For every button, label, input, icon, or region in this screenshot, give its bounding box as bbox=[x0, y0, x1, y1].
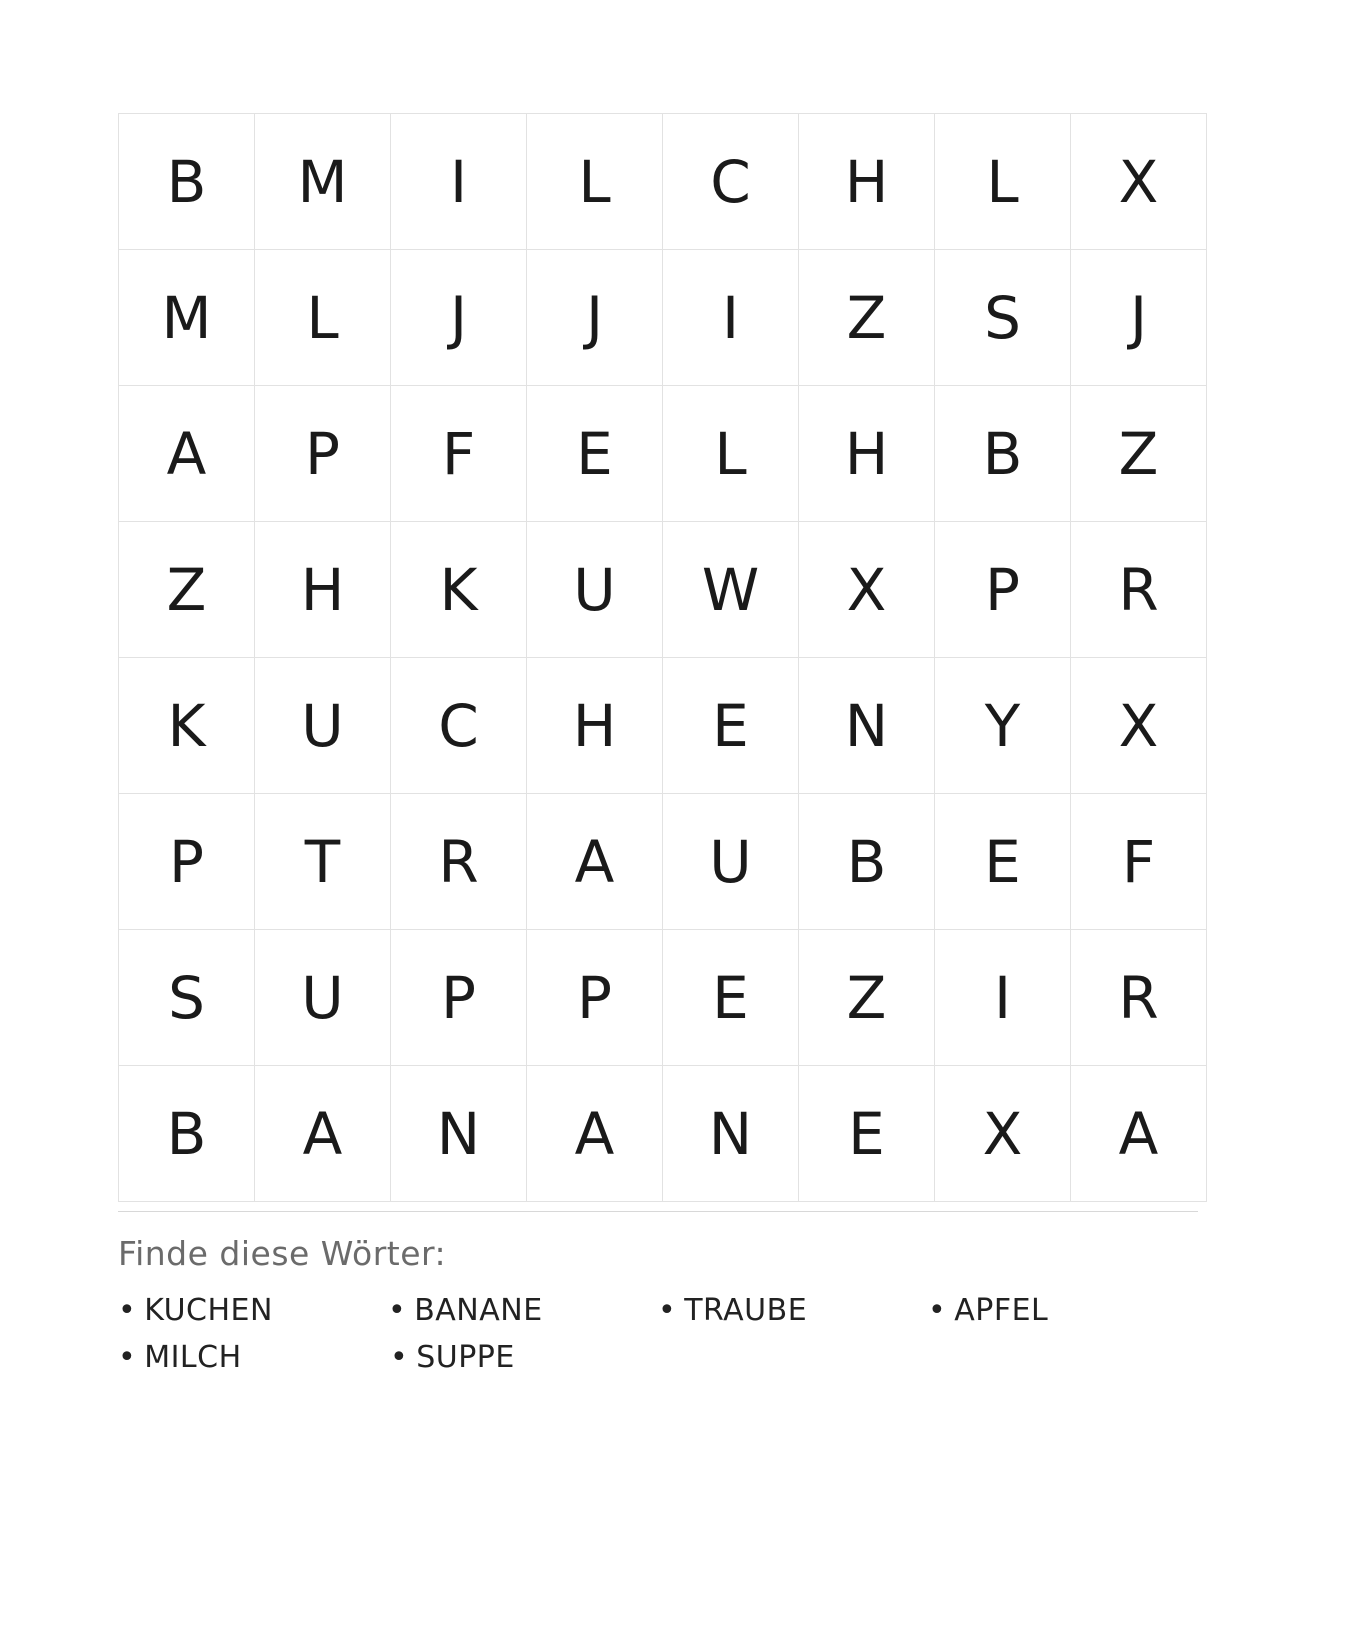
grid-cell[interactable]: M bbox=[255, 114, 391, 250]
grid-cell[interactable]: L bbox=[527, 114, 663, 250]
grid-cell[interactable]: F bbox=[391, 386, 527, 522]
grid-cell[interactable]: S bbox=[119, 930, 255, 1066]
word-list-item[interactable] bbox=[388, 1293, 658, 1328]
word-label: SUPPE bbox=[416, 1340, 515, 1375]
grid-cell[interactable]: A bbox=[255, 1066, 391, 1202]
grid-cell[interactable]: E bbox=[799, 1066, 935, 1202]
grid-row bbox=[119, 522, 1207, 658]
grid-cell[interactable]: H bbox=[799, 114, 935, 250]
word-label: BANANE bbox=[414, 1293, 543, 1328]
grid-row bbox=[119, 1066, 1207, 1202]
grid-cell[interactable]: U bbox=[255, 930, 391, 1066]
grid-row bbox=[119, 930, 1207, 1066]
grid-cell[interactable]: P bbox=[119, 794, 255, 930]
grid-cell[interactable]: J bbox=[391, 250, 527, 386]
grid-cell[interactable]: H bbox=[527, 658, 663, 794]
grid-cell[interactable]: J bbox=[527, 250, 663, 386]
word-list-section bbox=[118, 1211, 1198, 1387]
grid-cell[interactable]: R bbox=[1071, 522, 1207, 658]
grid-cell[interactable]: X bbox=[1071, 658, 1207, 794]
grid-row bbox=[119, 386, 1207, 522]
word-list-item[interactable] bbox=[658, 1293, 928, 1328]
grid-cell[interactable]: L bbox=[663, 386, 799, 522]
word-list-item[interactable] bbox=[390, 1340, 662, 1375]
grid-cell[interactable]: I bbox=[935, 930, 1071, 1066]
grid-cell[interactable]: C bbox=[663, 114, 799, 250]
word-list bbox=[118, 1293, 1198, 1375]
letter-grid bbox=[118, 113, 1207, 1202]
grid-cell[interactable]: U bbox=[663, 794, 799, 930]
grid-cell[interactable]: K bbox=[119, 658, 255, 794]
word-label: TRAUBE bbox=[684, 1293, 808, 1328]
grid-cell[interactable]: T bbox=[255, 794, 391, 930]
grid-cell[interactable]: P bbox=[527, 930, 663, 1066]
word-list-item[interactable] bbox=[928, 1293, 1198, 1328]
grid-row bbox=[119, 250, 1207, 386]
bullet-icon: • bbox=[118, 1340, 137, 1375]
grid-cell[interactable]: I bbox=[391, 114, 527, 250]
grid-cell[interactable]: B bbox=[119, 114, 255, 250]
word-list-title: Finde diese Wörter: bbox=[118, 1234, 447, 1273]
grid-cell[interactable]: E bbox=[663, 930, 799, 1066]
word-list-item[interactable] bbox=[118, 1293, 388, 1328]
word-label: KUCHEN bbox=[144, 1293, 273, 1328]
grid-cell[interactable]: X bbox=[1071, 114, 1207, 250]
grid-cell[interactable]: L bbox=[935, 114, 1071, 250]
grid-cell[interactable]: P bbox=[255, 386, 391, 522]
word-list-item[interactable] bbox=[118, 1340, 390, 1375]
grid-cell[interactable]: Y bbox=[935, 658, 1071, 794]
grid-cell[interactable]: U bbox=[255, 658, 391, 794]
grid-cell[interactable]: N bbox=[799, 658, 935, 794]
grid-cell[interactable]: R bbox=[391, 794, 527, 930]
grid-cell[interactable]: X bbox=[799, 522, 935, 658]
grid-row bbox=[119, 114, 1207, 250]
grid-cell[interactable]: U bbox=[527, 522, 663, 658]
bullet-icon: • bbox=[390, 1340, 409, 1375]
grid-cell[interactable]: H bbox=[255, 522, 391, 658]
grid-cell[interactable]: Z bbox=[119, 522, 255, 658]
word-label: APFEL bbox=[954, 1293, 1049, 1328]
grid-cell[interactable]: E bbox=[527, 386, 663, 522]
bullet-icon: • bbox=[118, 1293, 137, 1328]
grid-row bbox=[119, 658, 1207, 794]
grid-cell[interactable]: E bbox=[935, 794, 1071, 930]
word-label: MILCH bbox=[144, 1340, 242, 1375]
grid-cell[interactable]: B bbox=[799, 794, 935, 930]
bullet-icon: • bbox=[928, 1293, 947, 1328]
grid-cell[interactable]: I bbox=[663, 250, 799, 386]
grid-cell[interactable]: L bbox=[255, 250, 391, 386]
puzzle-grid-container bbox=[118, 113, 1198, 1202]
word-list-row bbox=[118, 1340, 1198, 1375]
grid-cell[interactable]: P bbox=[935, 522, 1071, 658]
grid-cell[interactable]: B bbox=[119, 1066, 255, 1202]
grid-cell[interactable]: M bbox=[119, 250, 255, 386]
grid-cell[interactable]: A bbox=[527, 1066, 663, 1202]
grid-cell[interactable]: Z bbox=[799, 930, 935, 1066]
grid-cell[interactable]: X bbox=[935, 1066, 1071, 1202]
grid-cell[interactable]: Z bbox=[1071, 386, 1207, 522]
grid-cell[interactable]: C bbox=[391, 658, 527, 794]
grid-cell[interactable]: F bbox=[1071, 794, 1207, 930]
grid-cell[interactable]: N bbox=[663, 1066, 799, 1202]
grid-cell[interactable]: A bbox=[119, 386, 255, 522]
grid-cell[interactable]: W bbox=[663, 522, 799, 658]
grid-cell[interactable]: Z bbox=[799, 250, 935, 386]
grid-cell[interactable]: B bbox=[935, 386, 1071, 522]
grid-cell[interactable]: N bbox=[391, 1066, 527, 1202]
grid-cell[interactable]: P bbox=[391, 930, 527, 1066]
grid-cell[interactable]: E bbox=[663, 658, 799, 794]
grid-cell[interactable]: K bbox=[391, 522, 527, 658]
bullet-icon: • bbox=[388, 1293, 407, 1328]
bullet-icon: • bbox=[658, 1293, 677, 1328]
grid-cell[interactable]: S bbox=[935, 250, 1071, 386]
grid-cell[interactable]: A bbox=[1071, 1066, 1207, 1202]
grid-cell[interactable]: A bbox=[527, 794, 663, 930]
grid-row bbox=[119, 794, 1207, 930]
word-list-row bbox=[118, 1293, 1198, 1328]
grid-cell[interactable]: R bbox=[1071, 930, 1207, 1066]
grid-cell[interactable]: J bbox=[1071, 250, 1207, 386]
grid-cell[interactable]: H bbox=[799, 386, 935, 522]
